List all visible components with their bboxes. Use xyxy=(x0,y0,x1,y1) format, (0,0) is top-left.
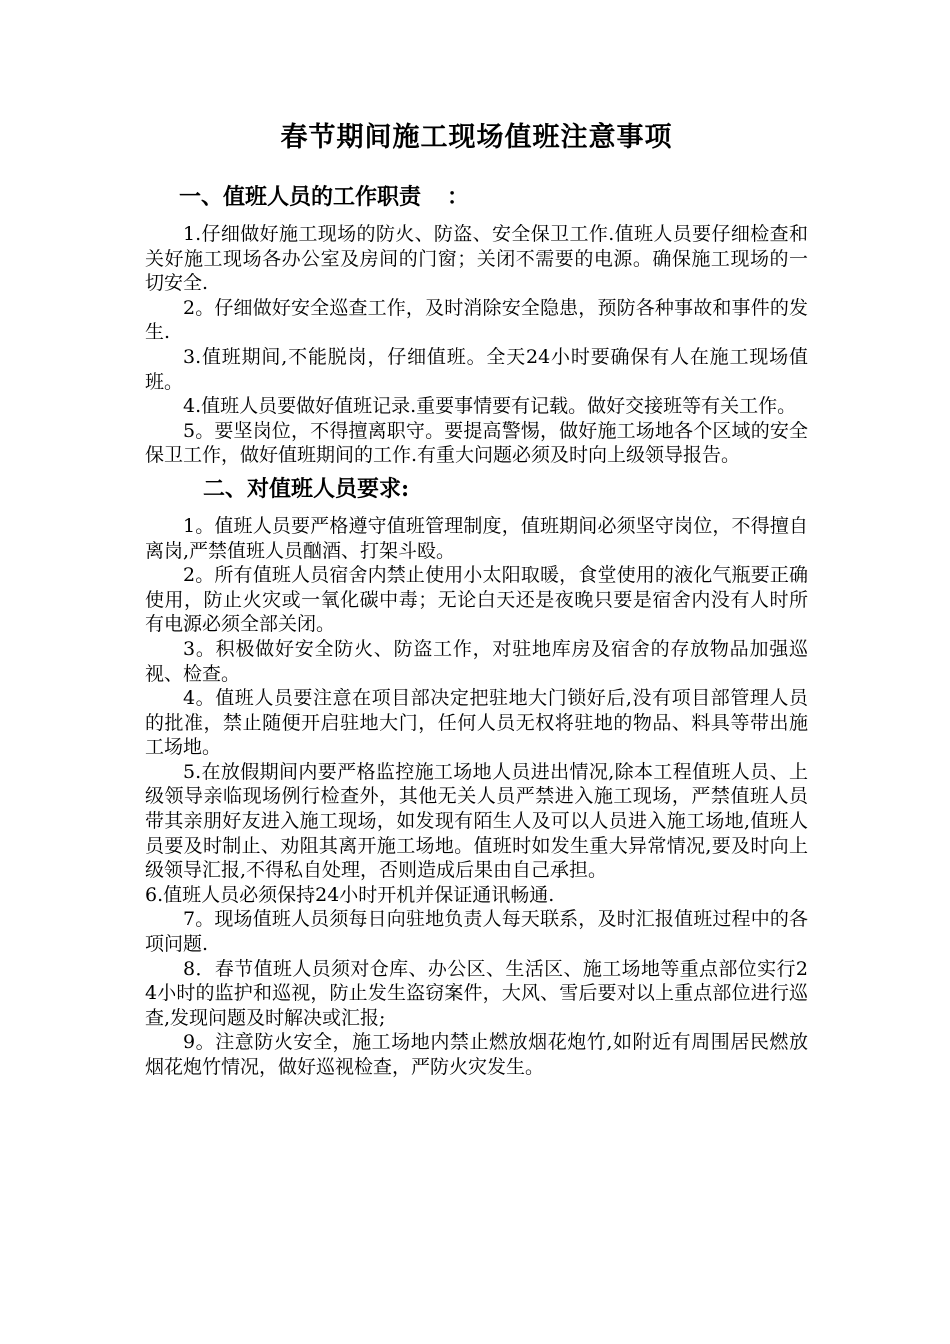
section-heading-duties-text: 一、值班人员的工作职责 xyxy=(179,184,422,210)
requirement-item-5: 5.在放假期间内要严格监控施工场地人员进出情况,除本工程值班人员、上级领导亲临现场例行检查外，其他无关人员严禁进入施工现场，严禁值班人员带其亲朋好友进入施工现场，如发现有陌生人及可以人员进入施工场地,值班人员要及时制止、劝阻其离开施工场地。值班时如发生重大异常情况,要及时向上级领导汇报,不得私自处理，否则造成后果由自己承担。 xyxy=(145,760,808,882)
requirement-item-4: 4。值班人员要注意在项目部决定把驻地大门锁好后,没有项目部管理人员的批准，禁止随便开启驻地大门，任何人员无权将驻地的物品、料具等带出施工场地。 xyxy=(145,687,808,759)
requirement-item-2: 2。所有值班人员宿舍内禁止使用小太阳取暖，食堂使用的液化气瓶要正确使用，防止火灾或一氧化碳中毒；无论白天还是夜晚只要是宿舍内没有人时所有电源必须全部关闭。 xyxy=(145,564,808,636)
document-title: 春节期间施工现场值班注意事项 xyxy=(280,122,673,153)
requirement-item-3: 3。积极做好安全防火、防盗工作，对驻地库房及宿舍的存放物品加强巡视、检查。 xyxy=(145,637,808,685)
duty-item-2: 2。仔细做好安全巡查工作，及时消除安全隐患，预防各种事故和事件的发生. xyxy=(145,296,808,344)
duty-item-1: 1.仔细做好施工现场的防火、防盗、安全保卫工作.值班人员要仔细检查和关好施工现场各办公室及房间的门窗；关闭不需要的电源。确保施工现场的一切安全. xyxy=(145,223,808,295)
requirement-item-9: 9。注意防火安全，施工场地内禁止燃放烟花炮竹,如附近有周围居民燃放烟花炮竹情况，做好巡视检查，严防火灾发生。 xyxy=(145,1031,808,1078)
requirement-item-6: 6.值班人员必须保持24小时开机并保证通讯畅通. xyxy=(145,883,555,906)
requirement-item-8: 8．春节值班人员须对仓库、办公区、生活区、施工场地等重点部位实行24小时的监护和巡视，防止发生盗窃案件，大风、雪后要对以上重点部位进行巡查,发现问题及时解决或汇报; xyxy=(145,957,808,1029)
requirement-item-1: 1。值班人员要严格遵守值班管理制度，值班期间必须坚守岗位，不得擅自离岗,严禁值班人员酗酒、打架斗殴。 xyxy=(145,514,808,562)
requirement-item-7: 7。现场值班人员须每日向驻地负责人每天联系，及时汇报值班过程中的各项问题. xyxy=(145,908,808,956)
duty-item-5: 5。要坚岗位，不得擅离职守。要提高警惕，做好施工场地各个区域的安全保卫工作，做好值班期间的工作.有重大问题必须及时向上级领导报告。 xyxy=(145,419,808,467)
document-page xyxy=(145,118,808,1080)
section-heading-duties-colon: ： xyxy=(447,184,470,210)
section-heading-duties xyxy=(145,180,808,214)
section-heading-requirements: 二、对值班人员要求: xyxy=(203,475,410,502)
duty-item-4: 4.值班人员要做好值班记录.重要事情要有记载。做好交接班等有关工作。 xyxy=(183,395,797,418)
duty-item-3: 3.值班期间,不能脱岗，仔细值班。全天24小时要确保有人在施工现场值班。 xyxy=(145,345,808,393)
